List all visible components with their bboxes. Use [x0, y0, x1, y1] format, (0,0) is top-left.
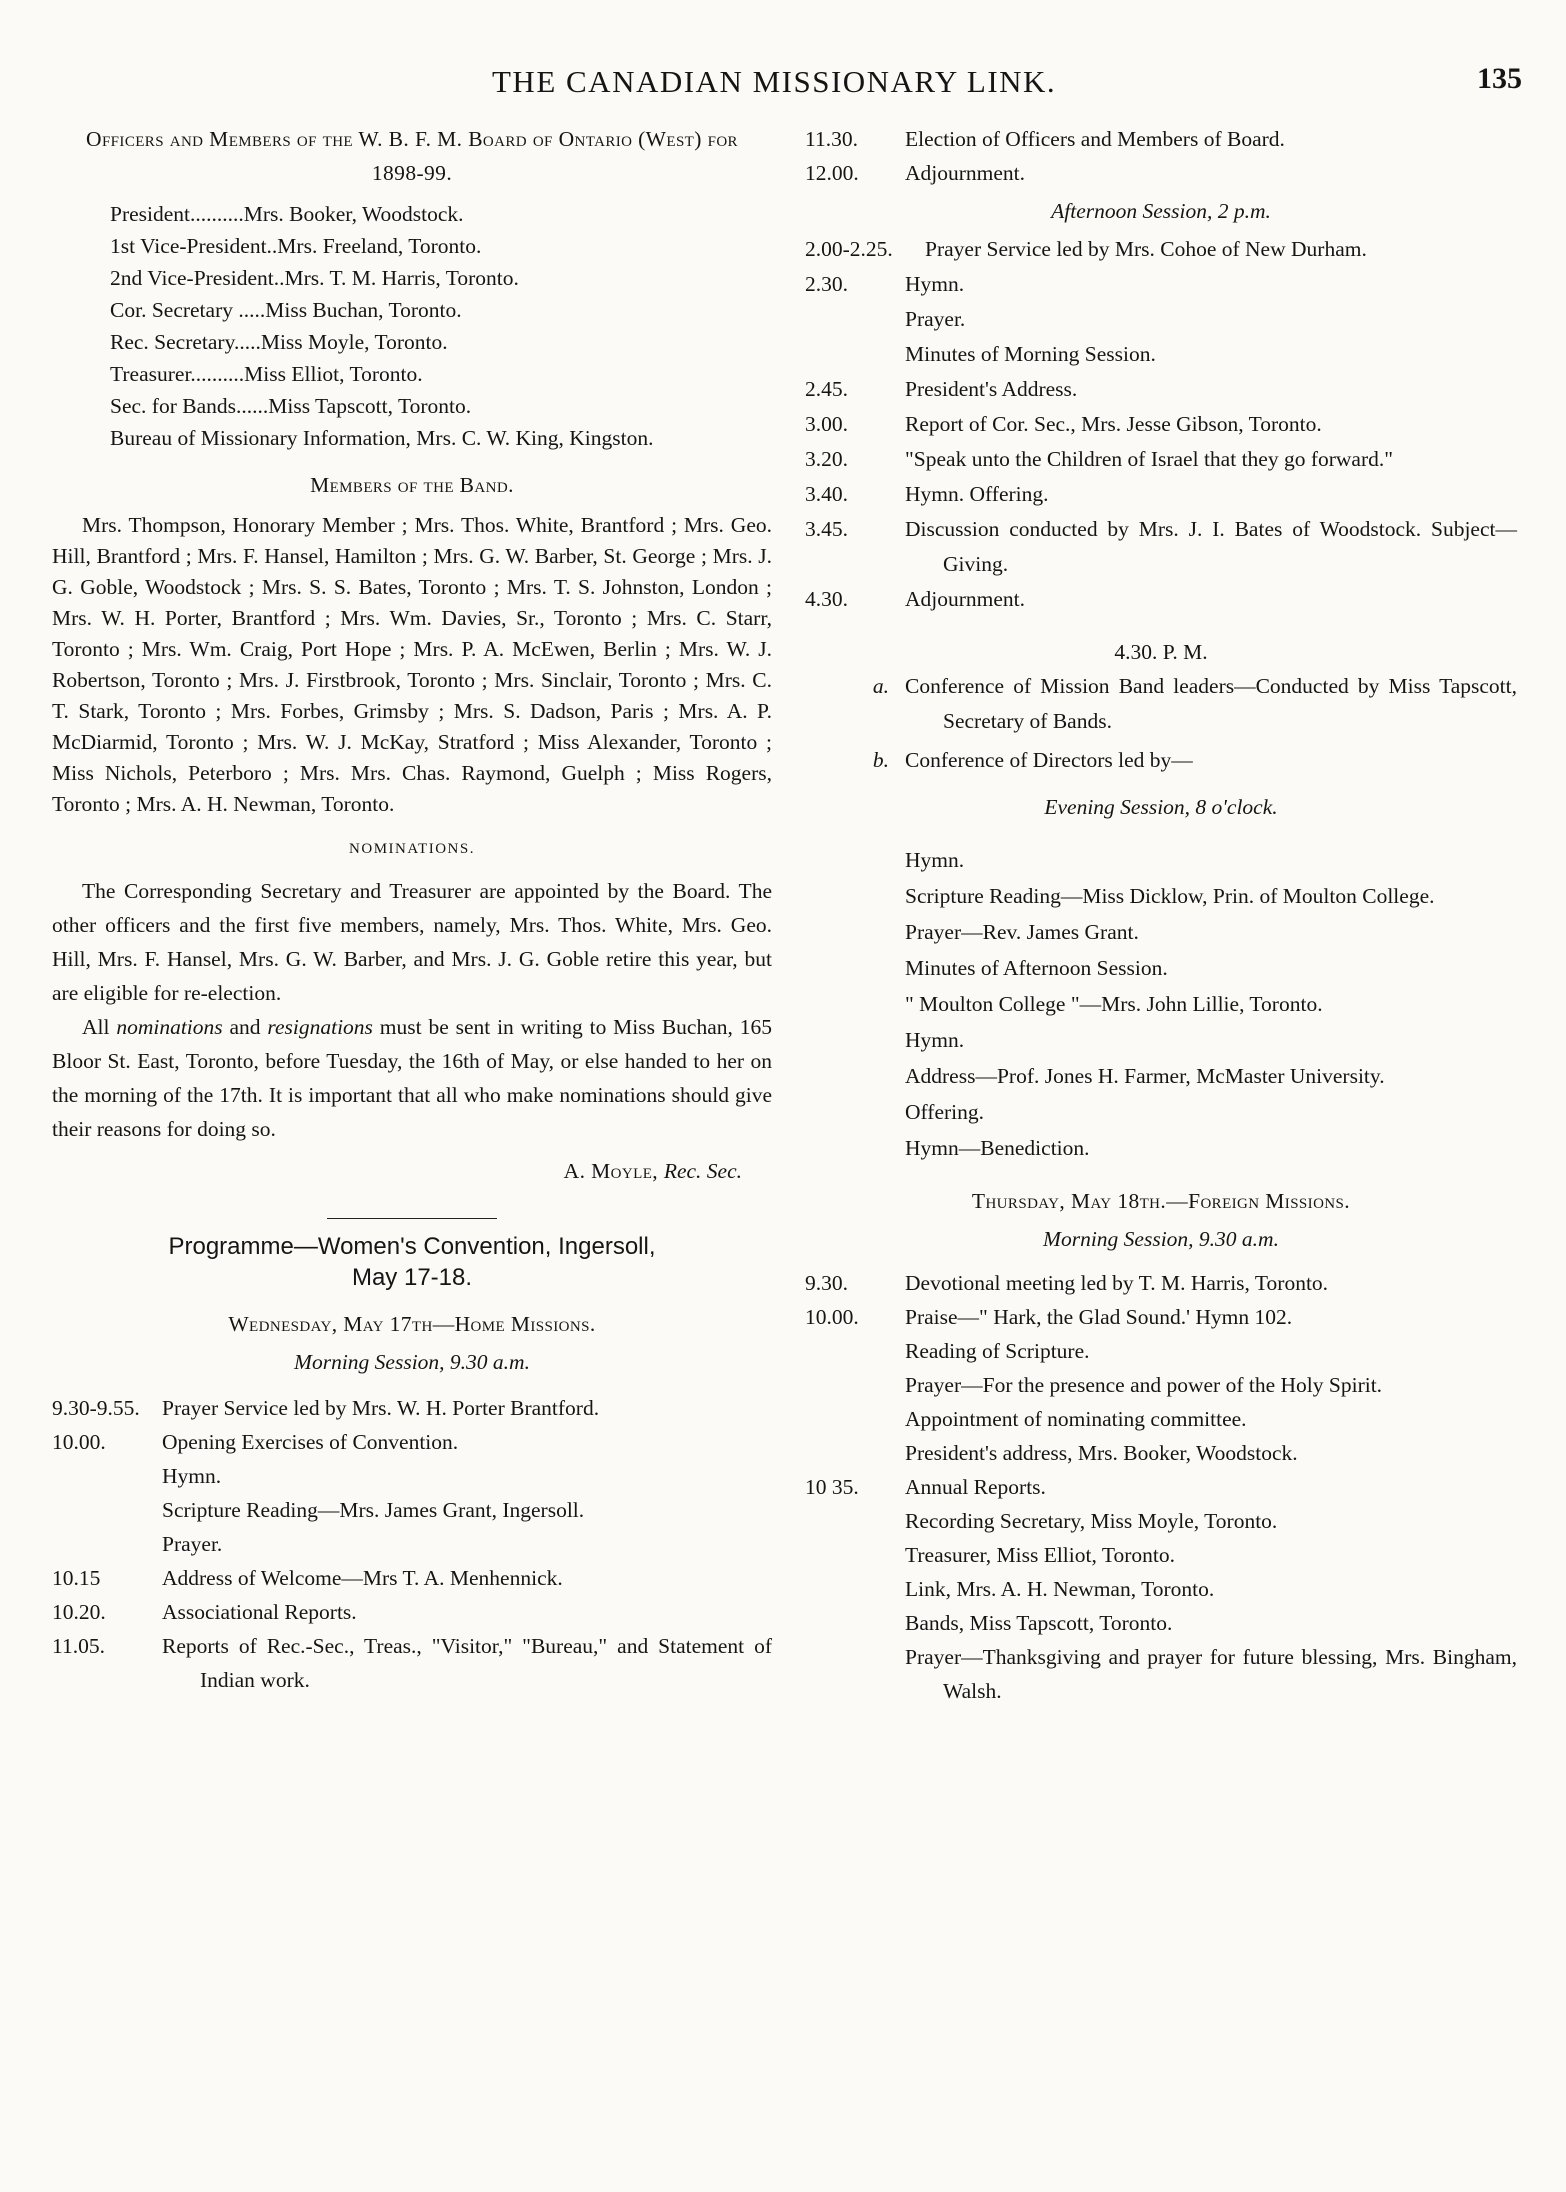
- schedule-item: 2.30. Hymn.: [805, 272, 965, 296]
- signature: A. Moyle, Rec. Sec.: [563, 1159, 742, 1183]
- pm-heading: 4.30. P. M.: [1114, 640, 1208, 664]
- officer-line: Sec. for Bands......Miss Tapscott, Toronto.: [110, 394, 472, 418]
- thursday-heading: Thursday, May 18th.—Foreign Missions.: [971, 1189, 1351, 1213]
- wednesday-schedule: [52, 1391, 772, 1697]
- running-head: THE CANADIAN MISSIONARY LINK.: [492, 64, 1057, 99]
- schedule-item: 3.45. Discussion conducted by Mrs. J. I. Bates of Woodstock. Subject—Giving.: [805, 517, 1517, 576]
- officer-line: Cor. Secretary .....Miss Buchan, Toronto.: [110, 298, 462, 322]
- nominations-paragraph-2: All nominations and resignations must be sent in writing to Miss Buchan, 165 Bloor St. East, Toronto, before Tuesday, the 16th of May, or else handed to her on the morning of the 17th. It is important that all who make nominations should give their reasons for doing so.: [52, 1015, 772, 1141]
- schedule-item: Appointment of nominating committee.: [905, 1407, 1247, 1431]
- schedule-item: Scripture Reading—Miss Dicklow, Prin. of Moulton College.: [905, 884, 1435, 908]
- thursday-schedule: [805, 1266, 1517, 1708]
- afternoon-schedule: [805, 232, 1517, 617]
- officer-line: 1st Vice-President..Mrs. Freeland, Toronto.: [110, 234, 482, 258]
- schedule-item: b. Conference of Directors led by—: [872, 748, 1193, 772]
- section-divider: [327, 1218, 497, 1219]
- officer-line: 2nd Vice-President..Mrs. T. M. Harris, Toronto.: [110, 266, 519, 290]
- officer-line: Bureau of Missionary Information, Mrs. C. W. King, Kingston.: [110, 426, 654, 450]
- schedule-item: " Moulton College "—Mrs. John Lillie, Toronto.: [905, 992, 1323, 1016]
- officer-line: President..........Mrs. Booker, Woodstock.: [110, 202, 464, 226]
- schedule-item: Hymn.: [162, 1464, 222, 1488]
- schedule-item: Bands, Miss Tapscott, Toronto.: [905, 1611, 1173, 1635]
- afternoon-session-heading: Afternoon Session, 2 p.m.: [1051, 199, 1271, 223]
- schedule-item: 10.15 Address of Welcome—Mrs T. A. Menhennick.: [52, 1566, 563, 1590]
- morning-session-heading: Morning Session, 9.30 a.m.: [294, 1350, 530, 1374]
- schedule-item: Prayer.: [905, 307, 966, 331]
- schedule-item: Offering.: [905, 1100, 985, 1124]
- schedule-item: 3.00. Report of Cor. Sec., Mrs. Jesse Gibson, Toronto.: [805, 412, 1322, 436]
- left-column: [52, 122, 772, 1697]
- schedule-item: 10.00. Praise—" Hark, the Glad Sound.' Hymn 102.: [805, 1305, 1293, 1329]
- schedule-item: 2.00-2.25. Prayer Service led by Mrs. Cohoe of New Durham.: [805, 237, 1367, 261]
- schedule-item: 4.30. Adjournment.: [805, 587, 1026, 611]
- schedule-item: Recording Secretary, Miss Moyle, Toronto.: [905, 1509, 1278, 1533]
- thursday-morning-heading: Morning Session, 9.30 a.m.: [1043, 1227, 1279, 1251]
- right-column: [805, 122, 1517, 1708]
- schedule-item: Scripture Reading—Mrs. James Grant, Ingersoll.: [162, 1498, 585, 1522]
- evening-session-heading: Evening Session, 8 o'clock.: [1044, 795, 1278, 819]
- schedule-item: Address—Prof. Jones H. Farmer, McMaster University.: [905, 1064, 1385, 1088]
- nominations-paragraph-1: The Corresponding Secretary and Treasurer are appointed by the Board. The other officers and the first five members, namely, Mrs. Thos. White, Mrs. Geo. Hill, Mrs. F. Hansel, Mrs. G. W. Barber, and Mrs. J. G. Goble retire this year, but are eligible for re-election.: [52, 879, 772, 1005]
- schedule-item: Reading of Scripture.: [905, 1339, 1090, 1363]
- schedule-item: 12.00. Adjournment.: [805, 161, 1026, 185]
- schedule-item: Minutes of Afternoon Session.: [905, 956, 1168, 980]
- schedule-item: Hymn.: [905, 1028, 965, 1052]
- schedule-item: 11.30. Election of Officers and Members of Board.: [805, 127, 1285, 151]
- members-heading: Members of the Band.: [310, 473, 514, 497]
- schedule-item: Treasurer, Miss Elliot, Toronto.: [905, 1543, 1175, 1567]
- schedule-item: President's address, Mrs. Booker, Woodstock.: [905, 1441, 1298, 1465]
- schedule-item: 3.40. Hymn. Offering.: [805, 482, 1049, 506]
- schedule-item: 9.30-9.55. Prayer Service led by Mrs. W. H. Porter Brantford.: [52, 1396, 600, 1420]
- morning-continued: [805, 122, 1517, 190]
- schedule-item: 2.45. President's Address.: [805, 377, 1078, 401]
- schedule-item: Link, Mrs. A. H. Newman, Toronto.: [905, 1577, 1215, 1601]
- schedule-item: Prayer.: [162, 1532, 223, 1556]
- schedule-item: 11.05. Reports of Rec.-Sec., Treas., "Visitor," "Bureau," and Statement of Indian work.: [52, 1634, 772, 1692]
- evening-schedule: [805, 842, 1517, 1166]
- schedule-item: Hymn.: [905, 848, 965, 872]
- nominations-heading: NOMINATIONS.: [349, 841, 475, 857]
- schedule-item: Prayer—Thanksgiving and prayer for future blessing, Mrs. Bingham, Walsh.: [905, 1645, 1517, 1703]
- officers-list: [52, 198, 772, 454]
- page-number: 135: [1477, 62, 1522, 95]
- schedule-item: Prayer—For the presence and power of the Holy Spirit.: [905, 1373, 1383, 1397]
- schedule-item: 3.20. "Speak unto the Children of Israel that they go forward.": [805, 447, 1394, 471]
- conferences: [805, 669, 1517, 778]
- wednesday-heading: Wednesday, May 17th—Home Missions.: [228, 1312, 596, 1336]
- schedule-item: 10.20. Associational Reports.: [52, 1600, 357, 1624]
- schedule-item: Prayer—Rev. James Grant.: [905, 920, 1139, 944]
- officer-line: Treasurer..........Miss Elliot, Toronto.: [110, 362, 423, 386]
- schedule-item: 9.30. Devotional meeting led by T. M. Harris, Toronto.: [805, 1271, 1329, 1295]
- programme-title: Programme—Women's Convention, Ingersoll, May 17-18.: [168, 1233, 656, 1291]
- schedule-item: Hymn—Benediction.: [905, 1136, 1090, 1160]
- officers-heading: Officers and Members of the W. B. F. M. Board of Ontario (West) for 1898-99.: [86, 127, 738, 185]
- page-header: [0, 62, 1566, 112]
- schedule-item: Minutes of Morning Session.: [905, 342, 1156, 366]
- officer-line: Rec. Secretary.....Miss Moyle, Toronto.: [110, 330, 448, 354]
- schedule-item: 10 35. Annual Reports.: [805, 1475, 1046, 1499]
- schedule-item: a. Conference of Mission Band leaders—Conducted by Miss Tapscott, Secretary of Bands.: [872, 674, 1517, 733]
- schedule-item: 10.00. Opening Exercises of Convention.: [52, 1430, 459, 1454]
- members-paragraph: Mrs. Thompson, Honorary Member ; Mrs. Thos. White, Brantford ; Mrs. Geo. Hill, Brantford ; Mrs. F. Hansel, Hamilton ; Mrs. G. W. Barber, St. George ; Mrs. J. G. Goble, Woodstock ; Mrs. S. S. Bates, Toronto ; Mrs. T. S. Johnston, London ; Mrs. W. H. Porter, Brantford ; Mrs. Wm. Davies, Sr., Toronto ; Mrs. C. Starr, Toronto ; Mrs. Wm. Craig, Port Hope ; Mrs. P. A. McEwen, Berlin ; Mrs. W. J. Robertson, Toronto ; Mrs. J. Firstbrook, Toronto ; Mrs. Sinclair, Toronto ; Mrs. C. T. Stark, Toronto ; Mrs. Forbes, Grimsby ; Mrs. S. Dadson, Paris ; Mrs. A. P. McDiarmid, Toronto ; Mrs. W. J. McKay, Stratford ; Miss Alexander, Toronto ; Miss Nichols, Peterboro ; Mrs. Mrs. Chas. Raymond, Guelph ; Miss Rogers, Toronto ; Mrs. A. H. Newman, Toronto.: [52, 513, 772, 816]
